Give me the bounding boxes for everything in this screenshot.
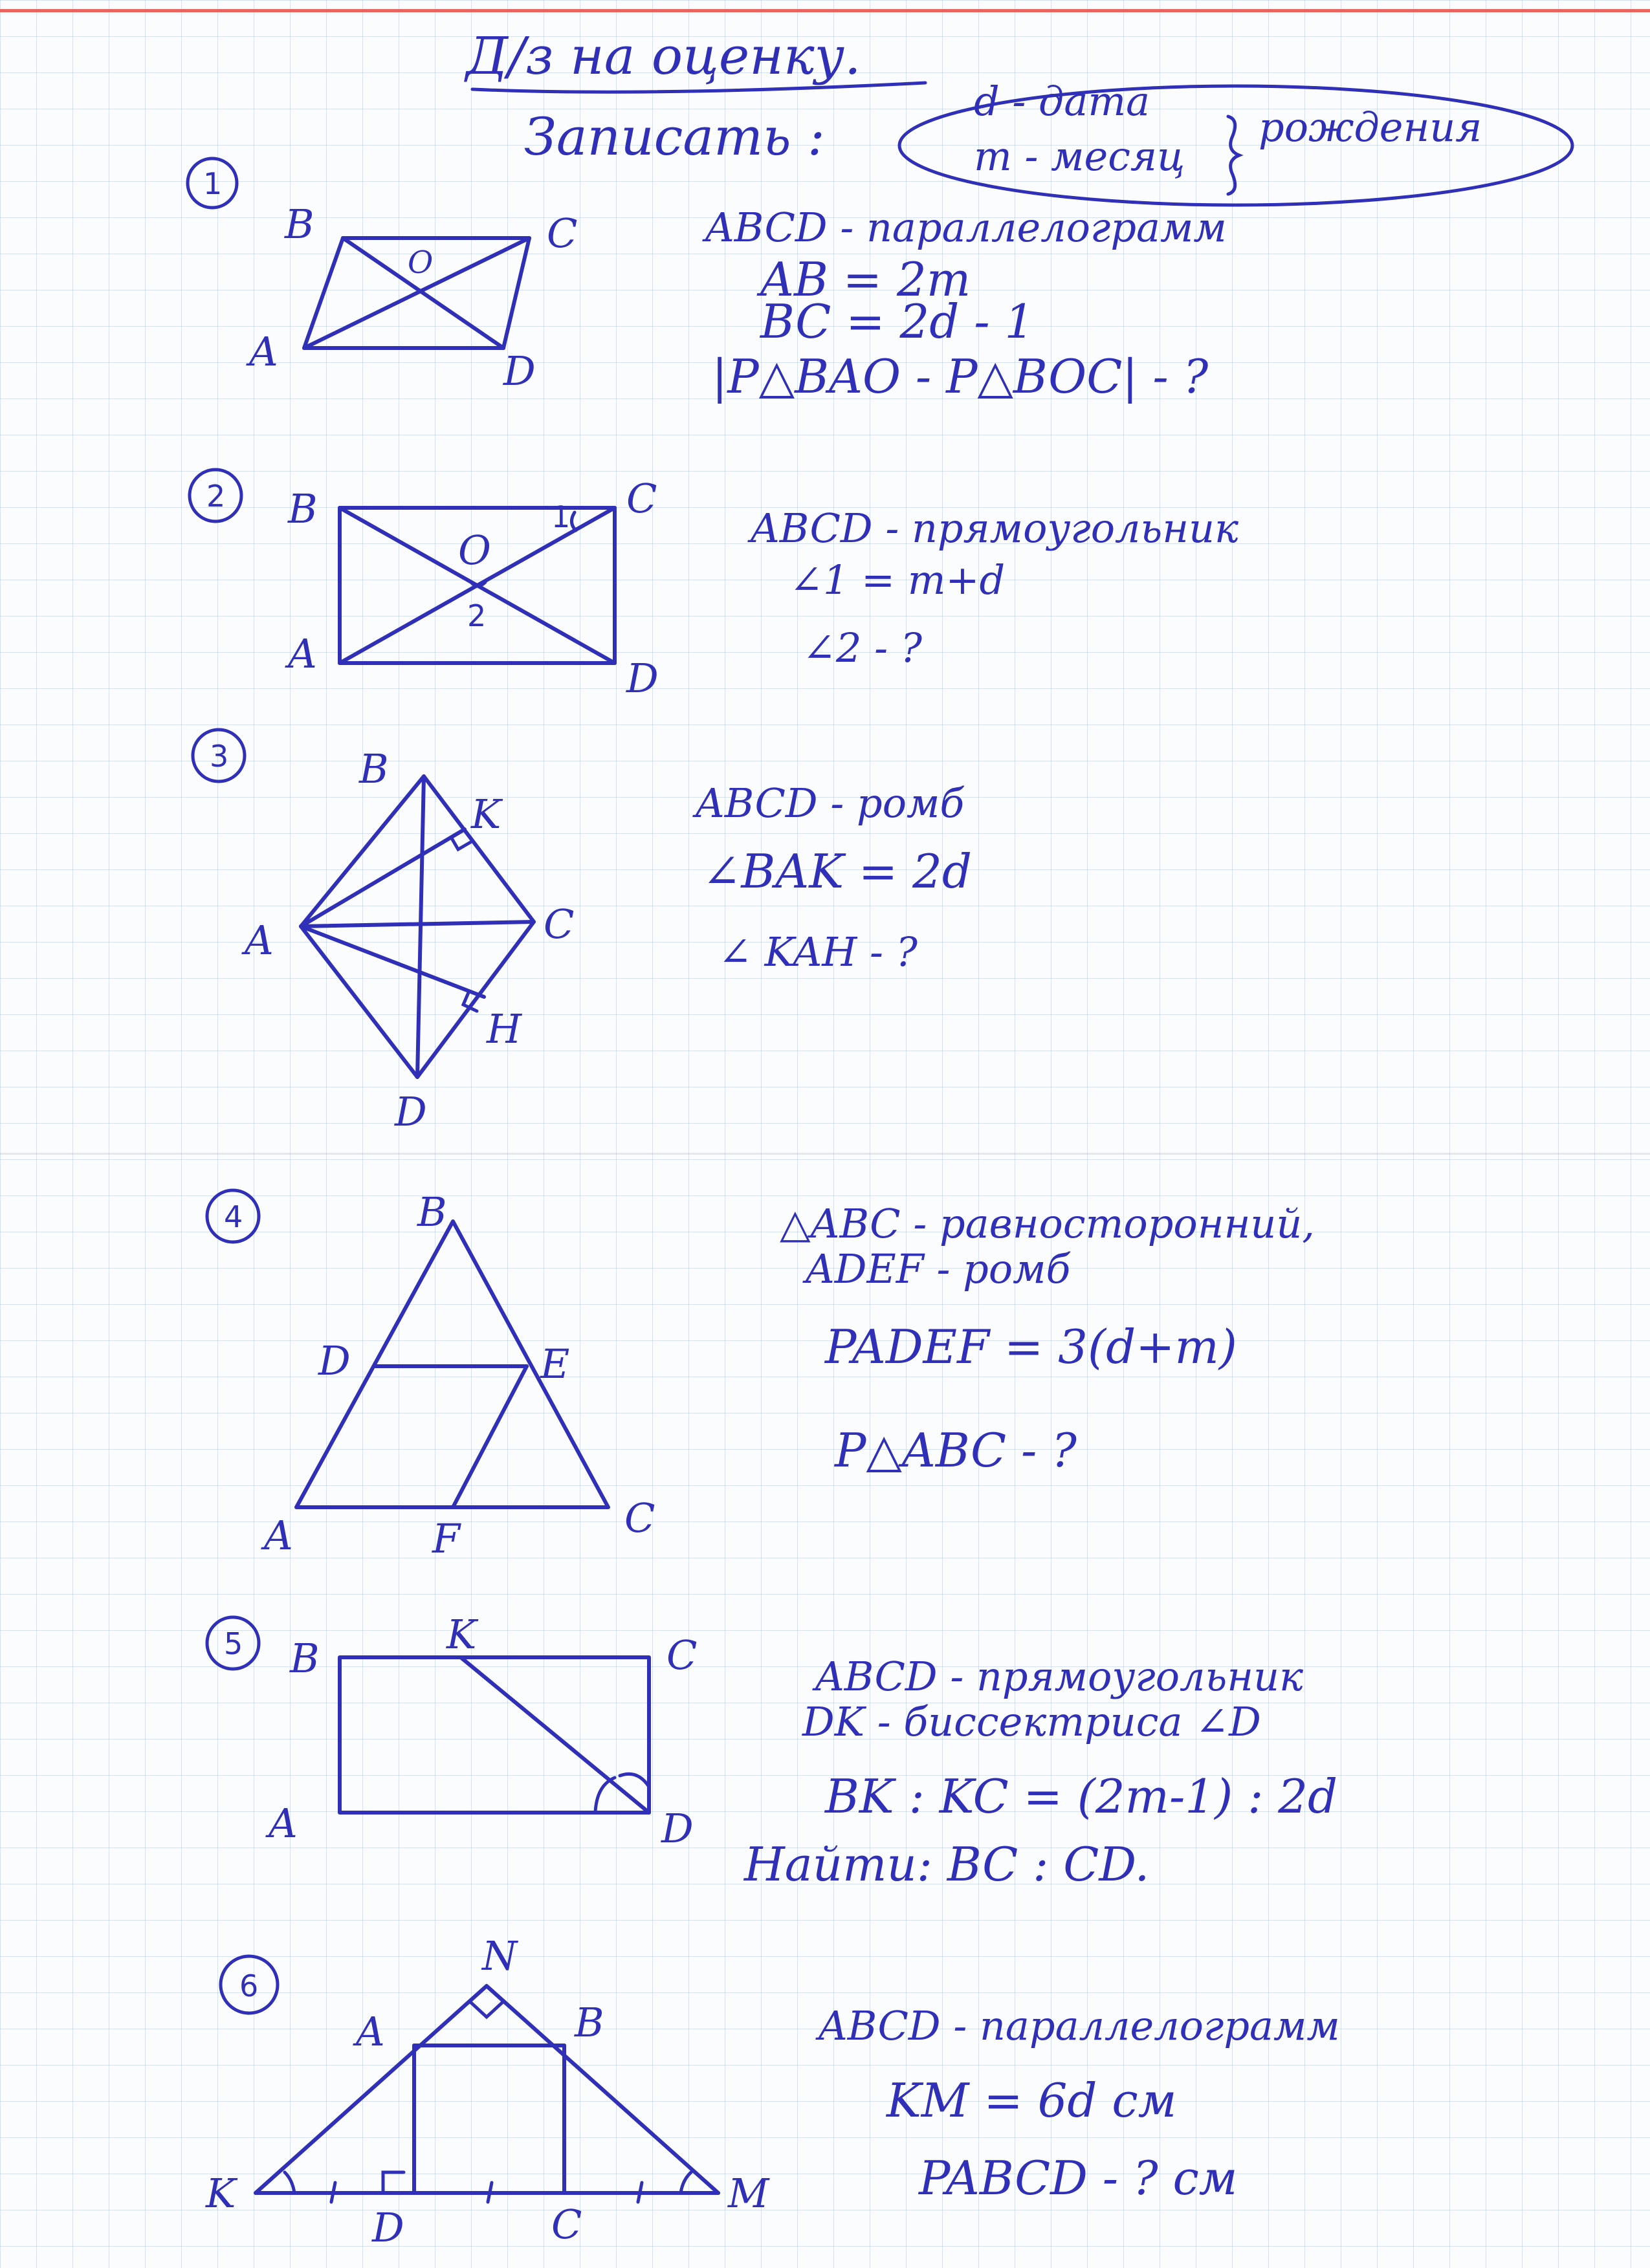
p6-label-k: K xyxy=(206,2170,236,2217)
p3-line-1: ABCD - ромб xyxy=(696,780,965,827)
p5-label-d: D xyxy=(661,1805,694,1852)
p6-label-n: N xyxy=(482,1932,518,1979)
p3-label-c: C xyxy=(544,900,575,948)
p4-label-e: E xyxy=(540,1340,570,1388)
p5-label-a: A xyxy=(269,1800,298,1847)
p4-label-c: C xyxy=(624,1494,655,1542)
problem-1-figure xyxy=(188,158,577,395)
legend-birth: рождения xyxy=(1259,104,1482,151)
p5-line-1: ABCD - прямоугольник xyxy=(815,1653,1304,1700)
p6-label-b: B xyxy=(575,1999,604,2046)
p1-line-4: |P△BAO - P△BOC| - ? xyxy=(712,349,1209,404)
p5-label-k: K xyxy=(446,1611,477,1658)
p3-line-3: ∠ KAH - ? xyxy=(718,928,918,976)
p1-label-o: O xyxy=(408,245,434,281)
p5-line-3: BK : KC = (2m-1) : 2d xyxy=(825,1769,1338,1824)
problem-3-figure xyxy=(193,730,574,1135)
p1-label-d: D xyxy=(503,347,536,395)
problem-2-number: 2 xyxy=(206,479,226,514)
problem-3-number: 3 xyxy=(210,739,229,774)
p2-label-o: O xyxy=(458,527,491,574)
page-title: Д/з на оценку. xyxy=(466,26,861,86)
p2-line-2: ∠1 = m+d xyxy=(789,556,1006,604)
problem-4-figure xyxy=(207,1188,655,1562)
p5-label-b: B xyxy=(290,1635,320,1682)
p4-label-a: A xyxy=(264,1512,293,1559)
p6-line-1: ABCD - параллелограмм xyxy=(819,2002,1340,2049)
p3-label-k: K xyxy=(471,791,501,838)
problem-1-number: 1 xyxy=(203,166,223,201)
p2-line-3: ∠2 - ? xyxy=(802,624,923,671)
p4-label-b: B xyxy=(417,1188,447,1236)
p4-line-3: PADEF = 3(d+m) xyxy=(825,1320,1237,1374)
legend-d: d - дата xyxy=(974,78,1150,125)
problem-6-figure xyxy=(205,1932,770,2251)
p3-label-b: B xyxy=(359,745,389,792)
problem-4-number: 4 xyxy=(224,1199,243,1234)
p3-line-2: ∠BAK = 2d xyxy=(702,844,973,899)
p1-line-3: BC = 2d - 1 xyxy=(760,294,1035,349)
p5-label-c: C xyxy=(666,1631,698,1679)
p3-label-h: H xyxy=(487,1005,522,1052)
problem-5-figure xyxy=(207,1611,697,1852)
p2-label-b: B xyxy=(288,485,318,532)
problem-5-number: 5 xyxy=(224,1626,243,1661)
p6-label-d: D xyxy=(372,2204,404,2251)
p1-label-a: A xyxy=(249,328,278,375)
p1-label-b: B xyxy=(285,201,314,248)
p6-line-3: PABCD - ? см xyxy=(919,2151,1238,2205)
p3-label-a: A xyxy=(245,917,274,964)
p1-label-c: C xyxy=(547,210,578,257)
p3-label-d: D xyxy=(395,1088,427,1135)
p6-label-a: A xyxy=(356,2008,385,2055)
p4-label-f: F xyxy=(432,1515,461,1562)
legend-m: m - месяц xyxy=(974,133,1185,180)
p2-label-d: D xyxy=(626,655,659,702)
p2-line-1: ABCD - прямоугольник xyxy=(751,505,1239,552)
p2-label-a: A xyxy=(288,630,317,677)
p5-line-4: Найти: BC : CD. xyxy=(744,1837,1150,1892)
p1-line-2: AB = 2m xyxy=(760,252,971,307)
record-label: Записать : xyxy=(524,107,825,167)
p1-line-1: ABCD - параллелограмм xyxy=(705,204,1227,251)
problem-6-number: 6 xyxy=(239,1968,259,2003)
p4-line-4: P△ABC - ? xyxy=(835,1423,1077,1477)
p4-line-2: ADEF - ромб xyxy=(806,1245,1071,1292)
p2-label-c: C xyxy=(626,475,657,522)
p2-angle-2: 2 xyxy=(467,598,487,633)
p2-angle-1: 1 xyxy=(551,499,571,534)
p4-line-1: △ABC - равносторонний, xyxy=(780,1200,1315,1247)
p4-label-d: D xyxy=(318,1337,351,1384)
p6-line-2: KM = 6d см xyxy=(886,2073,1177,2128)
problem-2-figure xyxy=(190,470,659,702)
p5-line-2: DK - биссектриса ∠D xyxy=(802,1698,1261,1745)
legend-brace xyxy=(1228,116,1239,194)
p6-label-m: M xyxy=(728,2170,769,2217)
p6-label-c: C xyxy=(551,2201,582,2248)
